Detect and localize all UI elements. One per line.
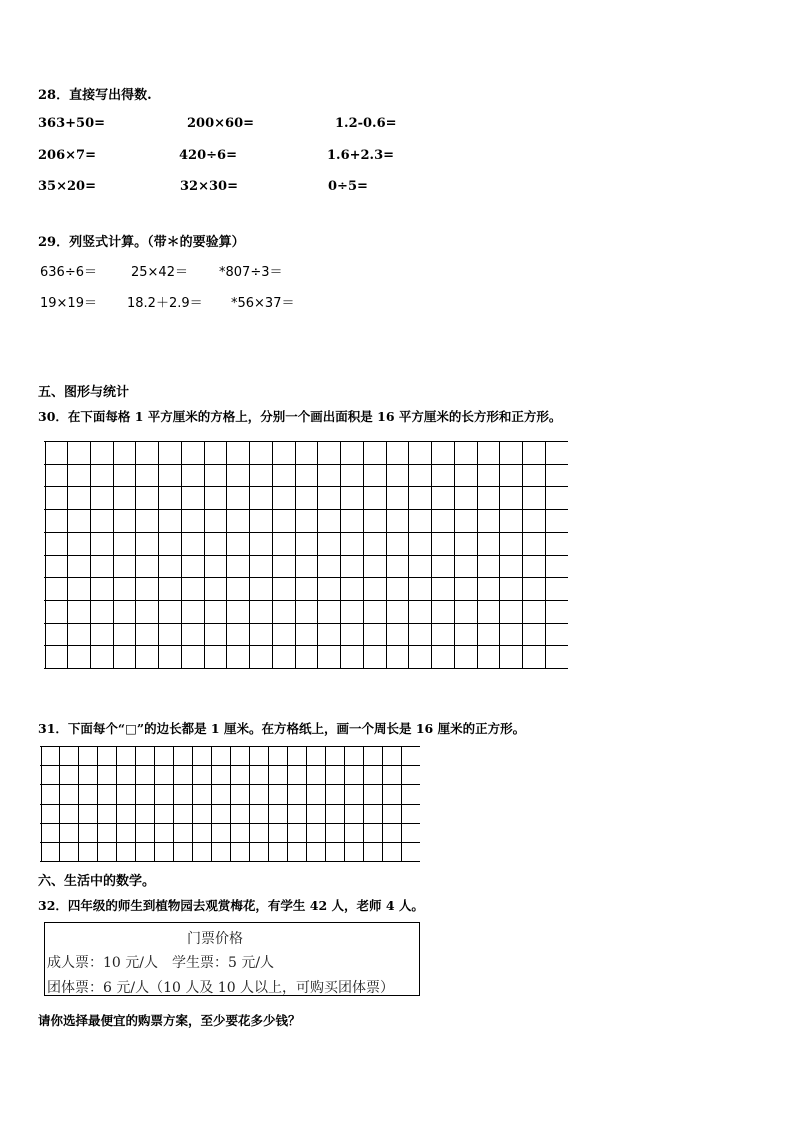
q32-title: 32．四年级的师生到植物园去观赏梅花，有学生 42 人，老师 4 人。 bbox=[38, 898, 424, 913]
q29-item: *56×37＝ bbox=[231, 296, 295, 311]
q28-item: 420÷6= bbox=[179, 148, 237, 163]
q28-item: 200×60= bbox=[187, 116, 255, 131]
ticket-line-adult-student: 成人票：10 元/人 学生票：5 元/人 bbox=[47, 955, 275, 971]
q28-item: 0÷5= bbox=[328, 179, 368, 194]
q29-item: *807÷3＝ bbox=[219, 265, 283, 280]
q29-item: 636÷6＝ bbox=[40, 265, 97, 280]
q31-grid[interactable] bbox=[40, 746, 420, 862]
q28-item: 363+50= bbox=[38, 116, 106, 131]
q28-item: 32×30= bbox=[180, 179, 238, 194]
q29-item: 19×19＝ bbox=[40, 296, 97, 311]
q31-title: 31．下面每个“□”的边长都是 1 厘米。在方格纸上，画一个周长是 16 厘米的正方形。 bbox=[38, 721, 526, 736]
q30-grid[interactable] bbox=[44, 441, 568, 669]
q28-title: 28．直接写出得数. bbox=[38, 88, 152, 103]
ticket-line-group: 团体票：6 元/人（10 人及 10 人以上，可购买团体票） bbox=[47, 980, 395, 996]
q28-item: 1.6+2.3= bbox=[327, 148, 395, 163]
q29-title: 29．列竖式计算。（带＊的要验算） bbox=[38, 235, 245, 250]
q29-item: 18.2＋2.9＝ bbox=[127, 296, 203, 311]
q32-question: 请你选择最便宜的购票方案，至少要花多少钱？ bbox=[38, 1013, 301, 1028]
q30-title: 30．在下面每格 1 平方厘米的方格上，分别一个画出面积是 16 平方厘米的长方形和正方形。 bbox=[38, 409, 562, 424]
q28-item: 206×7= bbox=[38, 148, 96, 163]
q29-item: 25×42＝ bbox=[131, 265, 188, 280]
q28-item: 35×20= bbox=[38, 179, 96, 194]
section-title: 六、生活中的数学。 bbox=[38, 874, 156, 889]
ticket-heading: 门票价格 bbox=[187, 931, 243, 947]
q28-item: 1.2-0.6= bbox=[335, 116, 397, 131]
section-title: 五、图形与统计 bbox=[38, 385, 130, 400]
